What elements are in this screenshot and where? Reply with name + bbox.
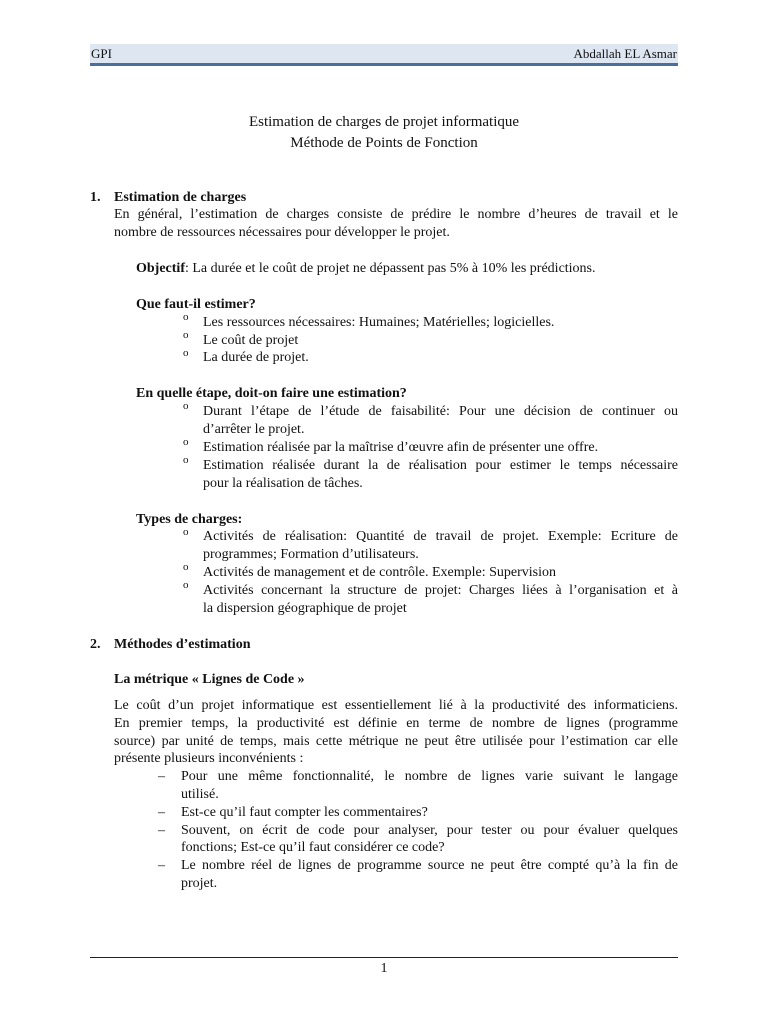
what-item: Le coût de projet — [203, 333, 299, 348]
page-header — [90, 44, 678, 66]
what-heading: Que faut-il estimer? — [136, 297, 256, 312]
dash-item-3-line1: Souvent, on écrit de code pour analyser, pour tester ou pour évaluer quelques — [181, 823, 678, 838]
doc-title-line1: Estimation de charges de projet informatique — [248, 114, 520, 130]
loc-subheading: La métrique « Lignes de Code » — [114, 672, 305, 687]
doc-title-line2: Méthode de Points de Fonction — [290, 135, 478, 151]
section2-number: 2. — [90, 637, 101, 652]
objectif-label: Objectif — [136, 261, 185, 276]
when-item-2: Estimation réalisée par la maîtrise d’œuvre afin de présenter une offre. — [203, 440, 599, 455]
loc-para-line: Le coût d’un projet informatique est essentiellement lié à la productivité des informaticiens. — [114, 698, 678, 713]
loc-para-line: En premier temps, la productivité est définie en terme de nombre de lignes (programme — [114, 716, 678, 731]
types-item-3-line1: Activités concernant la structure de projet: Charges liées à l’organisation et à — [203, 583, 678, 598]
header-author: Abdallah EL Asmar — [573, 46, 677, 61]
section2-heading: Méthodes d’estimation — [114, 637, 251, 652]
dash-item-1-line1: Pour une même fonctionnalité, le nombre de lignes varie suivant le langage — [181, 769, 678, 784]
what-item: La durée de projet. — [203, 350, 309, 365]
objectif-paragraph — [136, 260, 678, 278]
bullet-icon: o — [183, 347, 189, 359]
types-item-1-line2: programmes; Formation d’utilisateurs. — [203, 547, 419, 562]
dash-bullet-icon: – — [158, 805, 165, 820]
dash-item-2: Est-ce qu’il faut compter les commentaires? — [181, 805, 428, 820]
bullet-icon: o — [183, 579, 189, 591]
when-item-3-line2: pour la réalisation de tâches. — [203, 476, 363, 491]
bullet-icon: o — [183, 329, 189, 341]
dash-item-1-line2: utilisé. — [181, 787, 219, 802]
bullet-icon: o — [183, 561, 189, 573]
types-item-2: Activités de management et de contrôle. Exemple: Supervision — [203, 565, 557, 580]
when-item-1-line1: Durant l’étape de l’étude de faisabilité: Pour une décision de continuer ou — [203, 404, 678, 419]
when-item-1-line2: d’arrêter le projet. — [203, 422, 305, 437]
section1-heading: Estimation de charges — [114, 190, 247, 205]
bullet-icon: o — [183, 400, 189, 412]
section1-intro-line1: En général, l’estimation de charges consiste de prédire le nombre d’heures de travail et le — [114, 207, 678, 222]
page-number: 1 — [380, 961, 388, 976]
types-item-1-line1: Activités de réalisation: Quantité de travail de projet. Exemple: Ecriture de — [203, 529, 678, 544]
dash-bullet-icon: – — [158, 769, 165, 784]
bullet-icon: o — [183, 311, 189, 323]
when-item-3-line1: Estimation réalisée durant la de réalisation pour estimer le temps nécessaire — [203, 458, 678, 473]
bullet-icon: o — [183, 436, 189, 448]
loc-para-line: présente plusieurs inconvénients : — [114, 751, 304, 766]
dash-bullet-icon: – — [158, 823, 165, 838]
section1-intro-line2: nombre de ressources nécessaires pour développer le projet. — [114, 225, 450, 240]
objectif-text: : La durée et le coût de projet ne dépassent pas 5% à 10% les prédictions. — [184, 261, 596, 276]
section1-number: 1. — [90, 190, 101, 205]
types-item-3-line2: la dispersion géographique de projet — [203, 601, 407, 616]
loc-para-line: source) par unité de temps, mais cette métrique ne peut être utilisée pour l’estimation car elle — [114, 734, 678, 749]
dash-item-4-line1: Le nombre réel de lignes de programme source ne peut être compté qu’à la fin de — [181, 858, 678, 873]
when-heading: En quelle étape, doit-on faire une estimation? — [136, 386, 407, 401]
dash-bullet-icon: – — [158, 858, 165, 873]
footer-divider — [90, 957, 678, 958]
what-item: Les ressources nécessaires: Humaines; Matérielles; logicielles. — [203, 315, 555, 330]
types-heading: Types de charges: — [136, 512, 243, 527]
bullet-icon: o — [183, 454, 189, 466]
dash-item-3-line2: fonctions; Est-ce qu’il faut considérer ce code? — [181, 840, 445, 855]
dash-item-4-line2: projet. — [181, 876, 218, 891]
bullet-icon: o — [183, 526, 189, 538]
header-course: GPI — [91, 46, 112, 61]
